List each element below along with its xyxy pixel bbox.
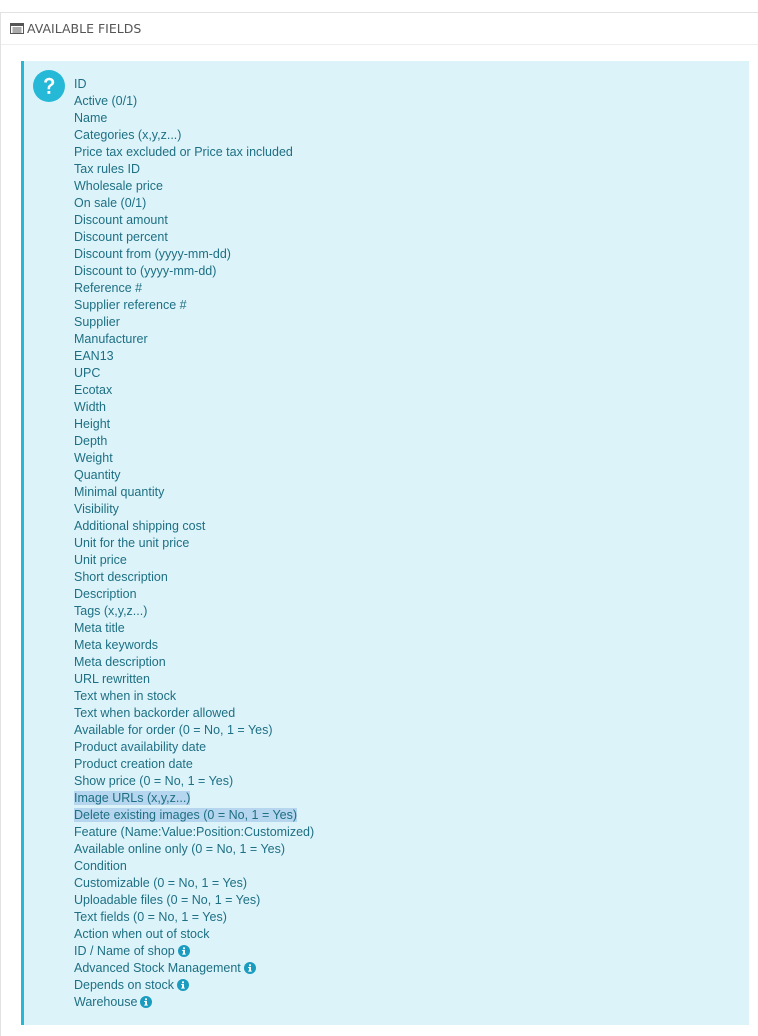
field-label: Price tax excluded or Price tax included <box>74 145 293 159</box>
field-label: Minimal quantity <box>74 485 165 499</box>
field-item <box>74 841 314 858</box>
field-label: Ecotax <box>74 383 113 397</box>
field-label: Unit price <box>74 553 127 567</box>
field-label: Quantity <box>74 468 121 482</box>
field-item <box>74 382 314 399</box>
field-label: Short description <box>74 570 168 584</box>
field-label: Description <box>74 587 137 601</box>
field-item <box>74 263 314 280</box>
field-item <box>74 501 314 518</box>
field-label: Product availability date <box>74 740 207 754</box>
field-label: Height <box>74 417 111 431</box>
field-label: Meta title <box>74 621 125 635</box>
field-item <box>74 688 314 705</box>
available-fields-list <box>74 76 314 1011</box>
field-label: Product creation date <box>74 757 193 771</box>
field-item <box>74 552 314 569</box>
field-item <box>74 569 314 586</box>
field-label: Show price (0 = No, 1 = Yes) <box>74 774 234 788</box>
field-label: Depth <box>74 434 108 448</box>
field-label: Name <box>74 111 108 125</box>
field-label: Feature (Name:Value:Position:Customized) <box>74 825 315 839</box>
field-item <box>74 76 314 93</box>
field-item <box>74 195 314 212</box>
field-label: Depends on stock <box>74 978 175 992</box>
field-label: Tags (x,y,z...) <box>74 604 148 618</box>
field-item <box>74 246 314 263</box>
field-item <box>74 178 314 195</box>
field-item <box>74 705 314 722</box>
info-icon[interactable] <box>178 945 190 957</box>
field-item <box>74 161 314 178</box>
field-label: Available online only (0 = No, 1 = Yes) <box>74 842 286 856</box>
field-item <box>74 943 314 960</box>
field-item <box>74 824 314 841</box>
help-alert <box>21 61 749 1025</box>
field-label: ID <box>74 77 87 91</box>
field-label: Image URLs (x,y,z...) <box>74 791 191 805</box>
field-label: Weight <box>74 451 113 465</box>
field-item <box>74 977 314 994</box>
field-label: Categories (x,y,z...) <box>74 128 182 142</box>
field-item <box>74 620 314 637</box>
field-label: Meta keywords <box>74 638 159 652</box>
field-item <box>74 722 314 739</box>
field-label: Available for order (0 = No, 1 = Yes) <box>74 723 273 737</box>
field-label: ID / Name of shop <box>74 944 175 958</box>
field-label: Uploadable files (0 = No, 1 = Yes) <box>74 893 261 907</box>
info-icon[interactable] <box>177 979 189 991</box>
field-item <box>74 212 314 229</box>
field-item <box>74 433 314 450</box>
panel-heading <box>1 13 758 45</box>
field-item <box>74 858 314 875</box>
field-label: Text when in stock <box>74 689 177 703</box>
field-label: Additional shipping cost <box>74 519 206 533</box>
field-item <box>74 960 314 977</box>
field-item <box>74 535 314 552</box>
field-label: Visibility <box>74 502 119 516</box>
field-item <box>74 892 314 909</box>
field-label: Wholesale price <box>74 179 163 193</box>
field-label: Reference # <box>74 281 143 295</box>
field-label: Tax rules ID <box>74 162 140 176</box>
field-item <box>74 450 314 467</box>
field-label: Text when backorder allowed <box>74 706 236 720</box>
field-label: URL rewritten <box>74 672 150 686</box>
field-item <box>74 909 314 926</box>
field-label: Supplier <box>74 315 120 329</box>
field-item <box>74 773 314 790</box>
field-item <box>74 484 314 501</box>
field-item <box>74 671 314 688</box>
field-item <box>74 93 314 110</box>
field-label: Meta description <box>74 655 166 669</box>
field-label: Supplier reference # <box>74 298 187 312</box>
question-icon <box>33 70 65 102</box>
field-item <box>74 416 314 433</box>
field-item <box>74 518 314 535</box>
field-item <box>74 399 314 416</box>
field-label: Discount to (yyyy-mm-dd) <box>74 264 217 278</box>
field-item <box>74 280 314 297</box>
available-fields-panel <box>0 12 758 1036</box>
field-label: Discount amount <box>74 213 168 227</box>
field-label: Discount percent <box>74 230 168 244</box>
field-item <box>74 654 314 671</box>
field-label: Active (0/1) <box>74 94 138 108</box>
list-icon <box>10 23 24 34</box>
field-item <box>74 110 314 127</box>
field-item <box>74 637 314 654</box>
field-label: Customizable (0 = No, 1 = Yes) <box>74 876 248 890</box>
field-item <box>74 348 314 365</box>
field-item <box>74 603 314 620</box>
field-label: Width <box>74 400 106 414</box>
field-label: On sale (0/1) <box>74 196 147 210</box>
field-item <box>74 926 314 943</box>
field-item <box>74 314 314 331</box>
panel-title: AVAILABLE FIELDS <box>27 21 142 36</box>
field-item <box>74 331 314 348</box>
field-item <box>74 365 314 382</box>
field-item <box>74 467 314 484</box>
field-label: Action when out of stock <box>74 927 210 941</box>
field-label: Delete existing images (0 = No, 1 = Yes) <box>74 808 298 822</box>
field-item <box>74 229 314 246</box>
field-label: EAN13 <box>74 349 114 363</box>
field-label: Warehouse <box>74 995 138 1009</box>
info-icon[interactable] <box>140 996 152 1008</box>
field-label: Unit for the unit price <box>74 536 190 550</box>
field-label: Manufacturer <box>74 332 148 346</box>
field-item <box>74 297 314 314</box>
info-icon[interactable] <box>244 962 256 974</box>
field-label: Advanced Stock Management <box>74 961 241 975</box>
field-item <box>74 127 314 144</box>
field-item <box>74 144 314 161</box>
field-item <box>74 756 314 773</box>
field-item <box>74 875 314 892</box>
field-label: UPC <box>74 366 101 380</box>
field-item <box>74 586 314 603</box>
field-label: Discount from (yyyy-mm-dd) <box>74 247 231 261</box>
field-label: Text fields (0 = No, 1 = Yes) <box>74 910 227 924</box>
field-item <box>74 739 314 756</box>
field-item <box>74 790 314 807</box>
field-item <box>74 994 314 1011</box>
field-label: Condition <box>74 859 127 873</box>
field-item <box>74 807 314 824</box>
